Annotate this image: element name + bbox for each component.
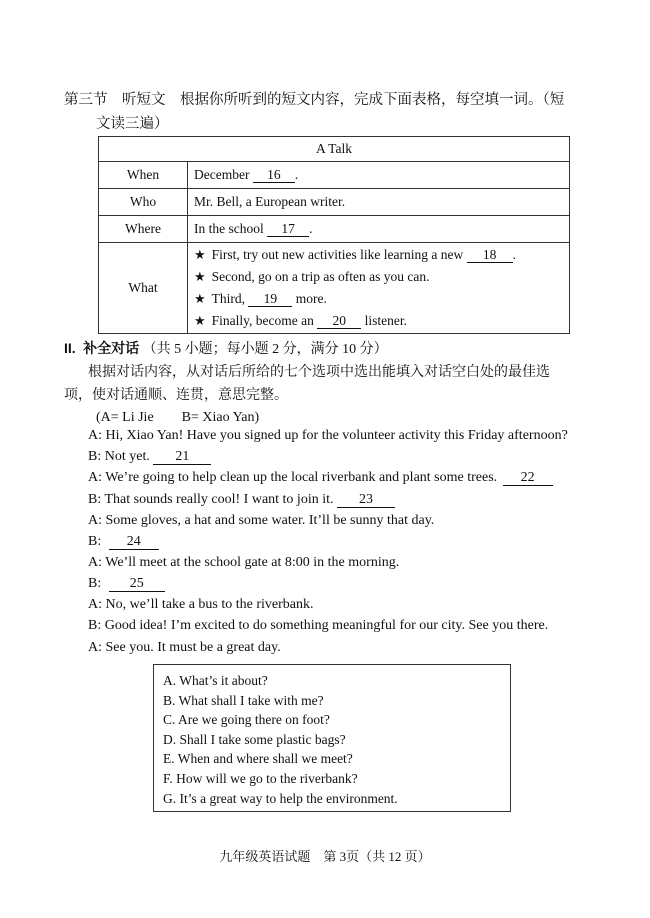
page-footer: 九年级英语试题 第 3页（共 12 页） [219,849,431,864]
talk-table-title-row [99,137,570,162]
what-list [188,243,570,334]
star-icon: ★ [194,247,206,262]
dialogue-line: A: No, we’ll take a bus to the riverbank. [88,597,314,612]
option-b[interactable]: B. What shall I take with me? [163,692,324,708]
row-label: When [99,162,188,189]
option-d[interactable]: D. Shall I take some plastic bags? [163,731,346,747]
options-box [153,664,511,812]
blank-25[interactable]: 25 [109,576,165,592]
option-e[interactable]: E. When and where shall we meet? [163,751,353,767]
section2-title: 补全对话 [83,341,140,357]
what-item: ★ First, try out new activities like learning a new 18 . [194,247,516,262]
what-item: ★ Third, 19 more. [194,291,327,306]
blank-23[interactable]: 23 [337,492,395,508]
dialogue-line: A: See you. It must be a great day. [88,640,281,655]
section3-heading-cont: 文读三遍） [96,116,169,132]
option-f[interactable]: F. How will we go to the riverbank? [163,770,358,786]
dialogue-line: B: 25 [88,576,165,592]
blank-18[interactable]: 18 [467,247,513,263]
speakers-note: (A= Li Jie B= Xiao Yan) [96,410,260,425]
dialogue-line: A: We’re going to help clean up the local riverbank and plant some trees. 22 [88,470,553,486]
section2-note: （共 5 小题；每小题 2 分，满分 10 分） [142,342,388,357]
blank-22[interactable]: 22 [503,470,553,486]
section3-heading: 第三节 听短文 根据你所听到的短文内容，完成下面表格，每空填一词。（短 [64,92,565,108]
what-item: ★ Second, go on a trip as often as you can. [194,269,430,284]
star-icon: ★ [194,269,206,284]
blank-16[interactable]: 16 [253,167,295,183]
option-c[interactable]: C. Are we going there on foot? [163,712,330,728]
talk-table-title: A Talk [99,137,570,162]
blank-20[interactable]: 20 [317,313,361,329]
section2-instructions-2: 项，使对话通顺、连贯，意思完整。 [64,388,288,403]
talk-row-who [99,189,570,216]
option-a[interactable]: A. What’s it about? [163,673,268,688]
section2-number: II. [64,340,76,356]
section2-heading [64,338,388,358]
row-label: What [99,243,188,334]
option-g[interactable]: G. It’s a great way to help the environment. [163,790,398,806]
row-value: Mr. Bell, a European writer. [188,189,570,216]
what-item: ★ Finally, become an 20 listener. [194,313,408,328]
talk-row-where [99,216,570,243]
row-label: Where [99,216,188,243]
star-icon: ★ [194,313,206,328]
blank-24[interactable]: 24 [109,534,159,550]
section2-instructions-1: 根据对话内容，从对话后所给的七个选项中选出能填入对话空白处的最佳选 [88,365,550,380]
dialogue-line: B: That sounds really cool! I want to join it. 23 [88,492,395,508]
dialogue-line: A: We’ll meet at the school gate at 8:00 in the morning. [88,555,400,570]
dialogue-line: A: Hi, Xiao Yan! Have you signed up for the volunteer activity this Friday afternoon? [88,428,568,443]
star-icon: ★ [194,291,206,306]
row-label: Who [99,189,188,216]
row-value: In the school 17 . [188,216,570,243]
talk-table [98,136,570,334]
blank-17[interactable]: 17 [267,221,309,237]
blank-19[interactable]: 19 [248,291,292,307]
talk-row-when [99,162,570,189]
dialogue-line: B: Good idea! I’m excited to do something meaningful for our city. See you there. [88,618,549,633]
dialogue-line: B: Not yet. 21 [88,449,211,465]
talk-row-what [99,243,570,334]
dialogue-line: B: 24 [88,534,159,550]
blank-21[interactable]: 21 [153,449,211,465]
dialogue-line: A: Some gloves, a hat and some water. It’ll be sunny that day. [88,513,435,528]
row-value: December 16 . [188,162,570,189]
